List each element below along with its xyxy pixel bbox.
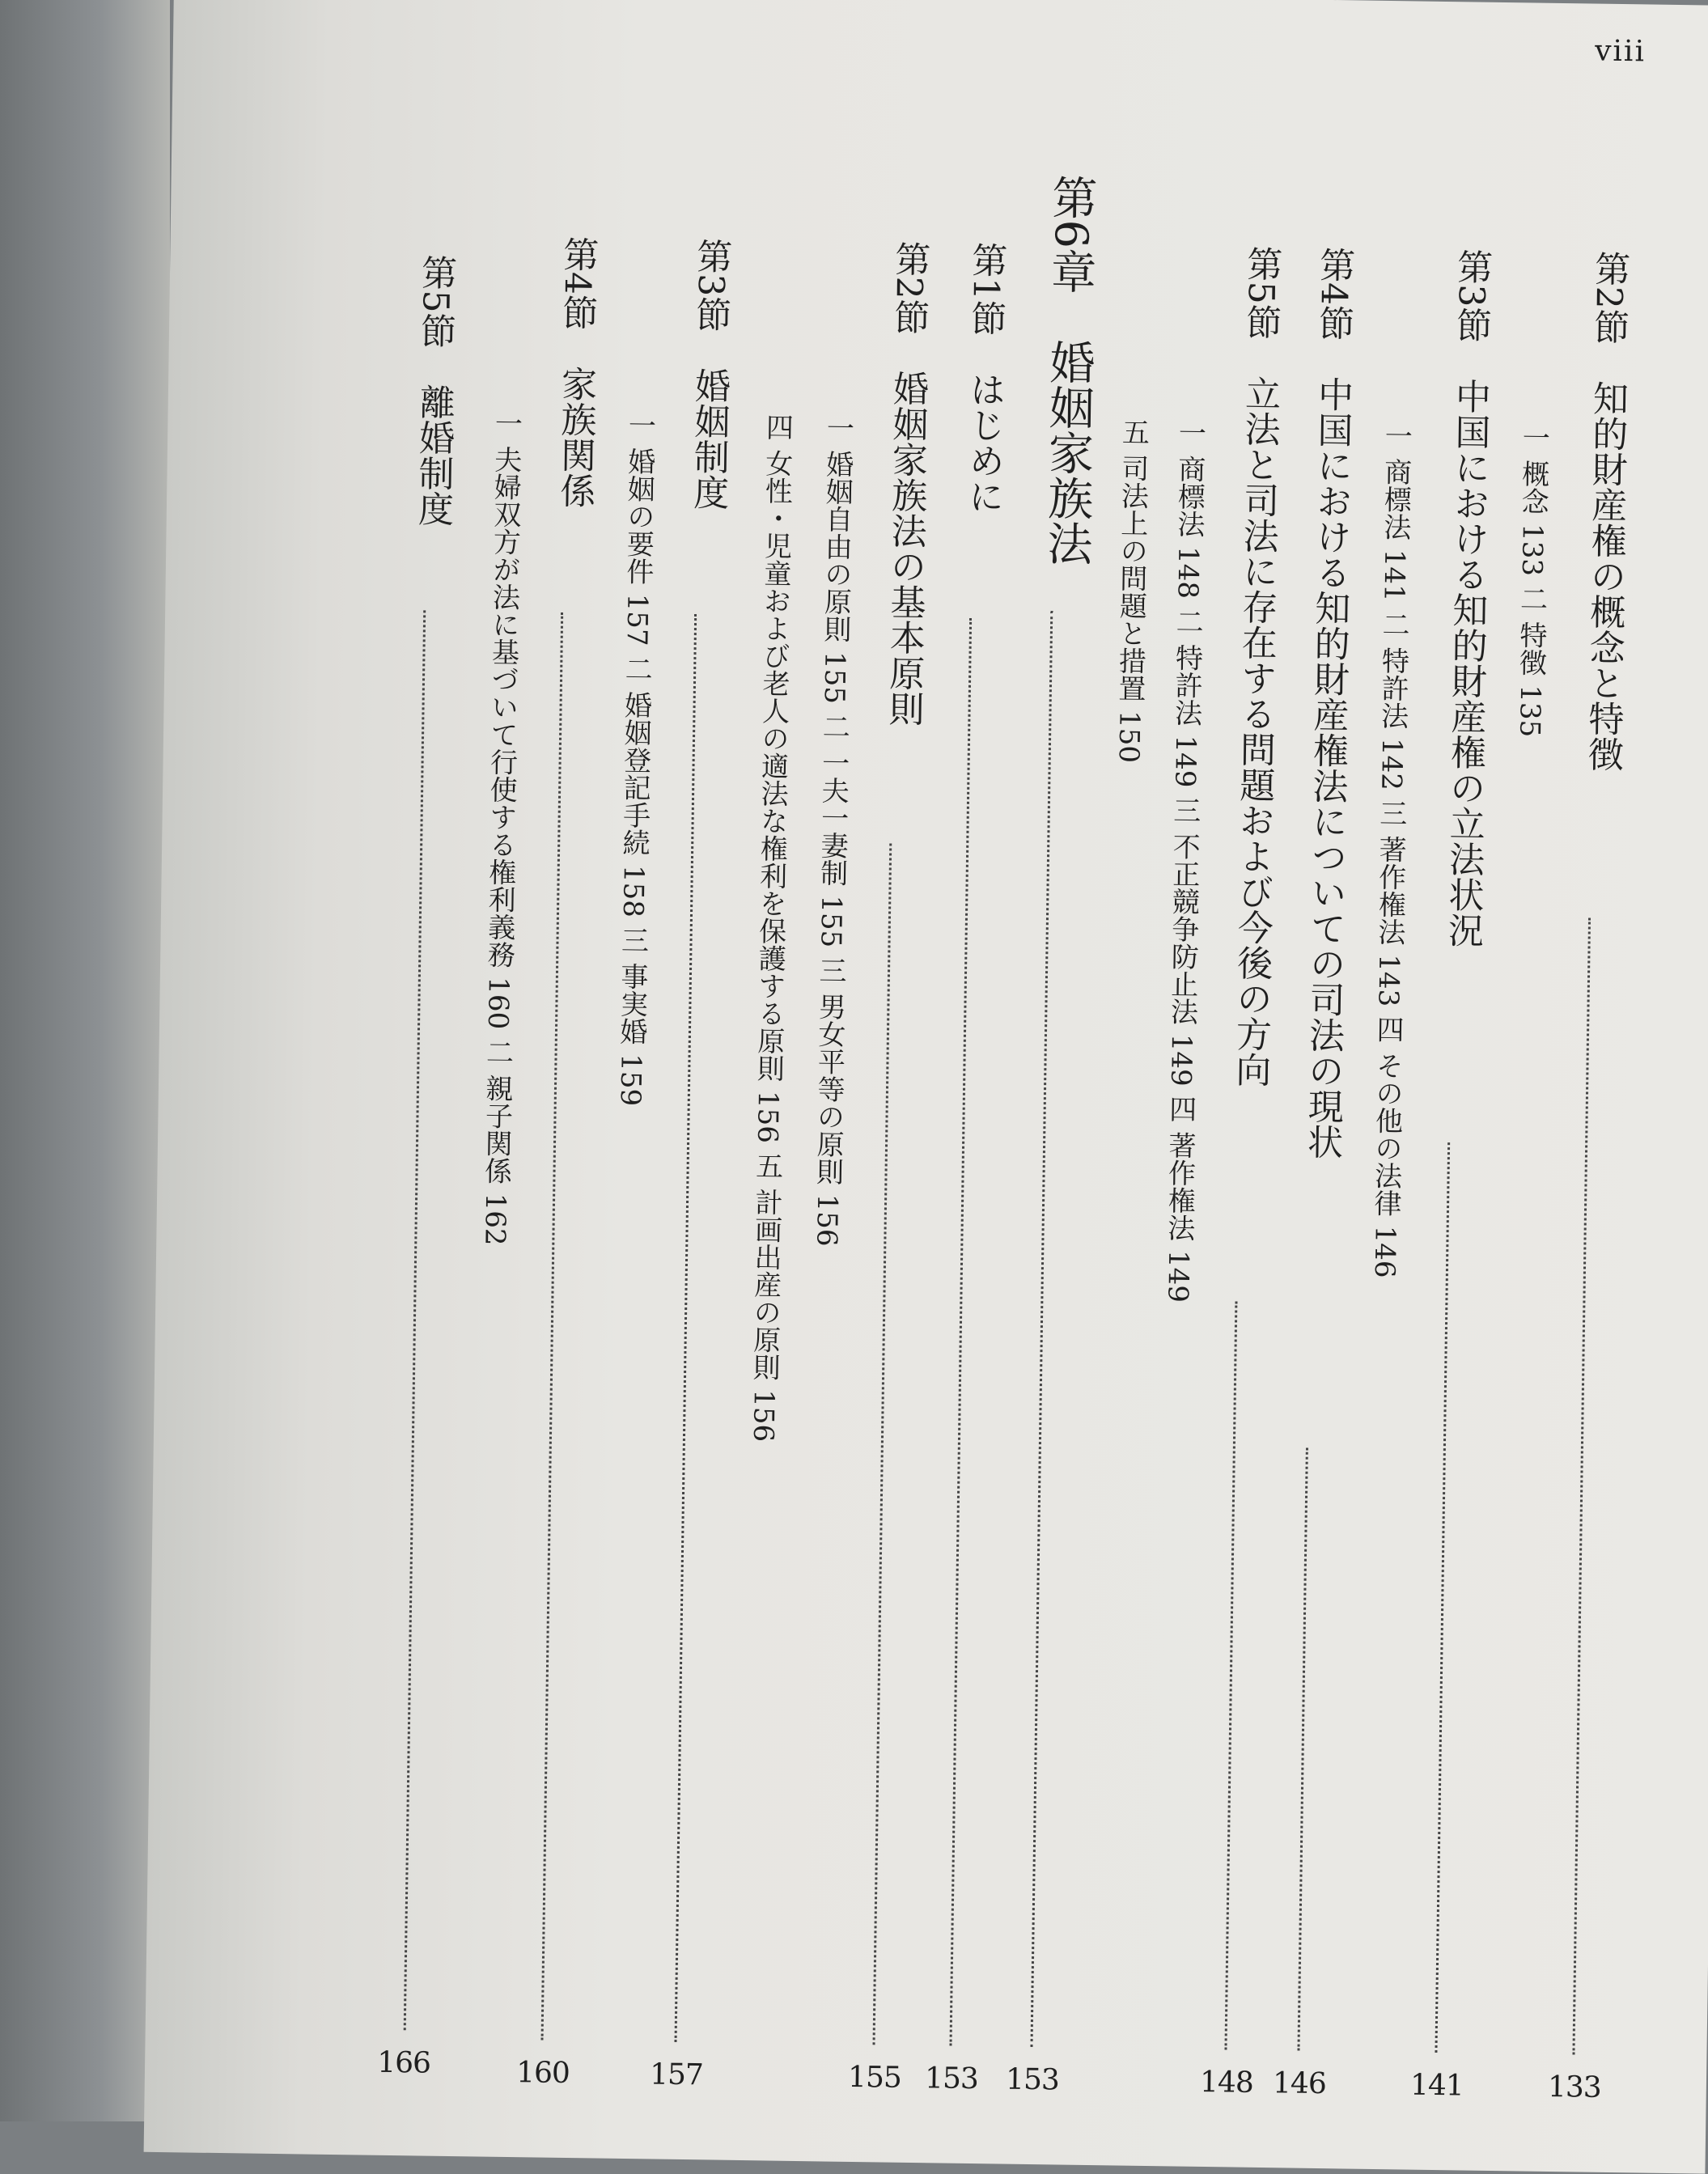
toc-entry-section-4 [1300, 246, 1355, 1160]
page-number: 153 [1005, 2062, 1060, 2097]
section-mark: 第1節 [964, 241, 1007, 337]
section-title: はじめに [961, 371, 1006, 515]
dot-leader [873, 843, 895, 2045]
section-title: 立法と司法に存在する問題および今後の方向 [1229, 375, 1281, 1088]
toc-entry-ch6-section-3 [686, 237, 732, 511]
toc-entry-ch6-section-4 [553, 235, 599, 509]
dot-leader [1435, 1142, 1452, 2053]
section-mark: 第3節 [1449, 248, 1493, 343]
page-number: 155 [847, 2060, 902, 2095]
dot-leader [1572, 918, 1593, 2055]
toc-subitems: 一 商標法 141 二 特許法 142 三 著作権法 143 四 その他の法律 146 [1367, 421, 1413, 1278]
toc-subitems: 一 夫婦双方が法に基づいて行使する権利義務 160 二 親子関係 162 [478, 409, 523, 1246]
toc-subitems: 一 商標法 148 二 特許法 149 三 不正競争防止法 149 四 著作権法 149 [1161, 418, 1206, 1303]
page-number: 157 [649, 2057, 704, 2092]
dot-leader [541, 612, 566, 2041]
section-mark: 第2節 [888, 240, 930, 336]
section-title: 中国における知的財産権法についての司法の現状 [1300, 375, 1354, 1160]
toc-page [144, 0, 1708, 2174]
toc-subitems: 一 概念 133 二 特徴 135 [1513, 423, 1550, 738]
chapter-mark: 第6章 [1043, 174, 1098, 295]
toc-entry-ch6-section-1 [961, 241, 1007, 515]
chapter-title: 婚姻家族法 [1040, 338, 1096, 566]
page-number: 141 [1409, 2068, 1464, 2103]
section-mark: 第2節 [1587, 250, 1630, 345]
dot-leader [1224, 1301, 1240, 2049]
book-gutter-shadow [0, 0, 170, 2121]
section-mark: 第3節 [689, 237, 732, 333]
section-title: 知的財産権の概念と特徴 [1581, 379, 1629, 773]
page-number: 153 [924, 2062, 979, 2096]
dot-leader [675, 614, 700, 2042]
page-number: 148 [1199, 2065, 1254, 2100]
dot-leader [404, 610, 429, 2030]
page-number: 133 [1547, 2070, 1602, 2104]
toc-subitems: 五 司法上の問題と措置 150 [1112, 417, 1150, 764]
toc-subitems: 四 女性・児童および老人の適法な権利を保護する原則 156 五 計画出産の原則 156 [746, 413, 794, 1443]
page-folio: viii [1594, 34, 1647, 69]
page-number: 146 [1272, 2066, 1327, 2101]
section-title: 離婚制度 [411, 384, 456, 527]
dot-leader [1030, 611, 1055, 2047]
toc-entry-section-2 [1581, 250, 1630, 773]
section-mark: 第5節 [1239, 245, 1282, 341]
toc-subitems: 一 婚姻の要件 157 二 婚姻登記手続 158 三 事実婚 159 [613, 410, 656, 1107]
toc-entry-ch6-section-5 [411, 254, 457, 527]
section-title: 家族関係 [553, 365, 597, 509]
page-number: 160 [515, 2056, 570, 2091]
toc-subitems: 一 婚姻自由の原則 155 二 一夫一妻制 155 三 男女平等の原則 156 [810, 413, 854, 1247]
section-title: 中国における知的財産権の立法状況 [1441, 378, 1491, 948]
section-mark: 第4節 [556, 235, 599, 331]
section-mark: 第4節 [1312, 246, 1355, 341]
dot-leader [950, 618, 975, 2046]
toc-entry-chapter-6 [1040, 174, 1098, 566]
section-title: 婚姻制度 [686, 367, 731, 511]
section-mark: 第5節 [413, 254, 457, 349]
toc-entry-section-5 [1229, 245, 1282, 1088]
dot-leader [1297, 1448, 1310, 2051]
toc-entry-ch6-section-2 [882, 240, 930, 727]
toc-entry-section-3 [1441, 248, 1493, 948]
page-number: 166 [377, 2045, 431, 2080]
section-title: 婚姻家族法の基本原則 [882, 370, 929, 727]
